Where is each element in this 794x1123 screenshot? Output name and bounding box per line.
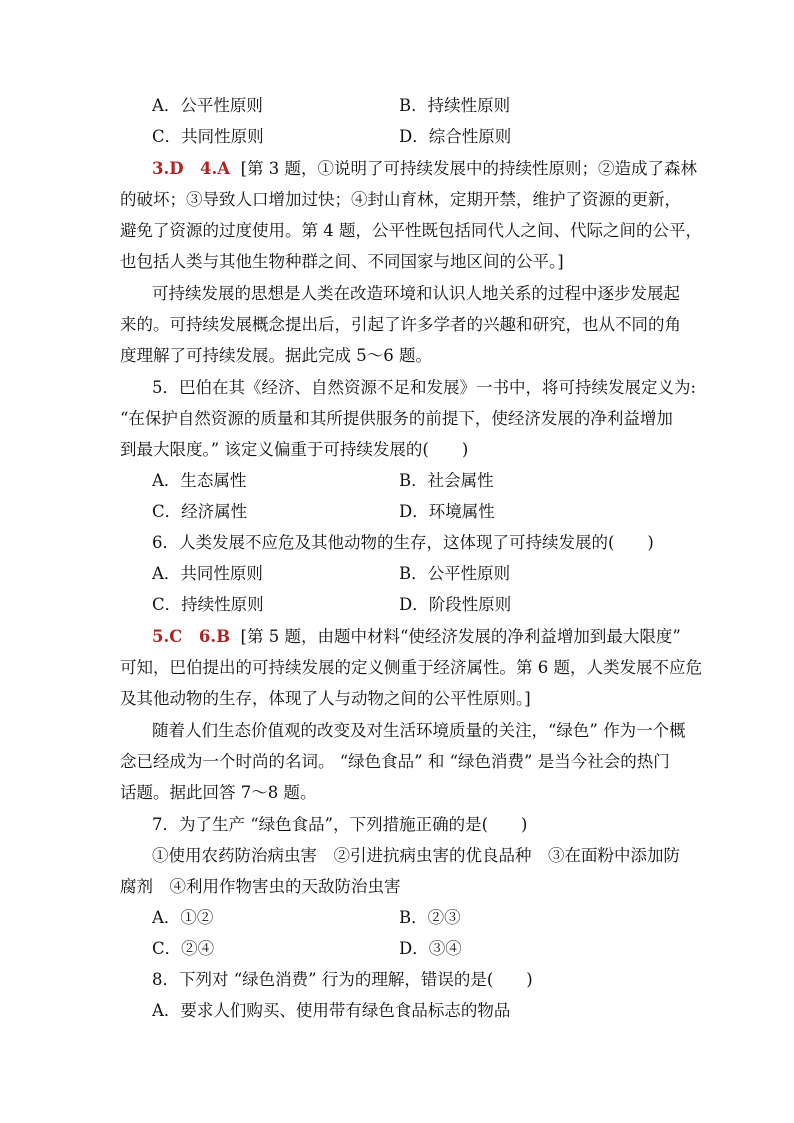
- question-5-line2: “在保护自然资源的质量和其所提供服务的前提下，使经济发展的净利益增加: [120, 409, 673, 428]
- explanation-3-4-line2: 的破坏；③导致人口增加过快；④封山育林，定期开禁，维护了资源的更新，: [120, 190, 681, 209]
- explanation-5-6-line3: 及其他动物的生存，体现了人与动物之间的公平性原则。]: [120, 689, 531, 708]
- question-5-line3: 到最大限度。” 该定义偏重于可持续发展的( ): [120, 440, 469, 459]
- option-a: A．公平性原则: [152, 96, 263, 115]
- question-5-line1: 5．巴伯在其《经济、自然资源不足和发展》一书中，将可持续发展定义为:: [152, 378, 697, 397]
- question-8-stem: 8．下列对 “绿色消费” 行为的理解，错误的是( ): [152, 970, 533, 989]
- option-c: C．持续性原则: [152, 595, 264, 614]
- options-row-q6-ab: [152, 563, 672, 585]
- answer-5-6: 5.C 6.B: [152, 627, 231, 646]
- option-c: C．②④: [152, 939, 215, 958]
- passage-7-8-line1: 随着人们生态价值观的改变及对生活环境质量的关注，“绿色” 作为一个概: [152, 721, 686, 740]
- explanation-text: [第 3 题，①说明了可持续发展中的持续性原则；②造成了森林: [240, 159, 697, 178]
- options-row-q4-ab: [152, 95, 672, 117]
- option-b: B．持续性原则: [399, 96, 511, 115]
- option-a: A．共同性原则: [152, 564, 263, 583]
- passage-7-8-line3: 话题。据此回答 7～8 题。: [120, 783, 317, 802]
- options-row-q6-cd: [152, 594, 672, 616]
- option-b: B．社会属性: [399, 471, 494, 490]
- option-d: D．综合性原则: [399, 127, 512, 146]
- option-c: C．经济属性: [152, 502, 248, 521]
- option-a: A．生态属性: [152, 471, 247, 490]
- option-d: D．环境属性: [399, 502, 495, 521]
- option-d: D．③④: [399, 939, 462, 958]
- answer-3-4: 3.D 4.A: [152, 159, 231, 178]
- question-6-stem: 6．人类发展不应危及其他动物的生存，这体现了可持续发展的( ): [152, 533, 654, 552]
- explanation-3-4-line1: [152, 158, 697, 180]
- option-a: A．①②: [152, 908, 214, 927]
- options-row-q7-ab: [152, 907, 672, 929]
- options-row-q7-cd: [152, 938, 672, 960]
- option-b: B．公平性原则: [399, 564, 511, 583]
- option-d: D．阶段性原则: [399, 595, 512, 614]
- explanation-3-4-line4: 也包括人类与其他生物种群之间、不同国家与地区间的公平。]: [120, 252, 564, 271]
- options-row-q5-cd: [152, 501, 672, 523]
- question-7-measures-line1: ①使用农药防治病虫害 ②引进抗病虫害的优良品种 ③在面粉中添加防: [152, 846, 680, 865]
- question-7-measures-line2: 腐剂 ④利用作物害虫的天敌防治虫害: [120, 877, 401, 896]
- options-row-q4-cd: [152, 126, 672, 148]
- explanation-text: [第 5 题，由题中材料“使经济发展的净利益增加到最大限度”: [240, 627, 681, 646]
- option-b: B．②③: [399, 908, 461, 927]
- options-row-q5-ab: [152, 470, 672, 492]
- explanation-5-6-line1: [152, 626, 681, 648]
- passage-5-6-line2: 来的。可持续发展概念提出后，引起了许多学者的兴趣和研究，也从不同的角: [120, 315, 681, 334]
- explanation-5-6-line2: 可知，巴伯提出的可持续发展的定义侧重于经济属性。第 6 题，人类发展不应危: [120, 658, 702, 677]
- question-7-stem: 7．为了生产 “绿色食品”，下列措施正确的是( ): [152, 815, 528, 834]
- passage-7-8-line2: 念已经成为一个时尚的名词。 “绿色食品” 和 “绿色消费” 是当今社会的热门: [120, 752, 670, 771]
- explanation-3-4-line3: 避免了资源的过度使用。第 4 题，公平性既包括同代人之间、代际之间的公平，: [120, 221, 702, 240]
- option-c: C．共同性原则: [152, 127, 264, 146]
- passage-5-6-line1: 可持续发展的思想是人类在改造环境和认识人地关系的过程中逐步发展起: [152, 284, 680, 303]
- question-8-option-a: A．要求人们购买、使用带有绿色食品标志的物品: [152, 1001, 511, 1020]
- passage-5-6-line3: 度理解了可持续发展。据此完成 5～6 题。: [120, 346, 432, 365]
